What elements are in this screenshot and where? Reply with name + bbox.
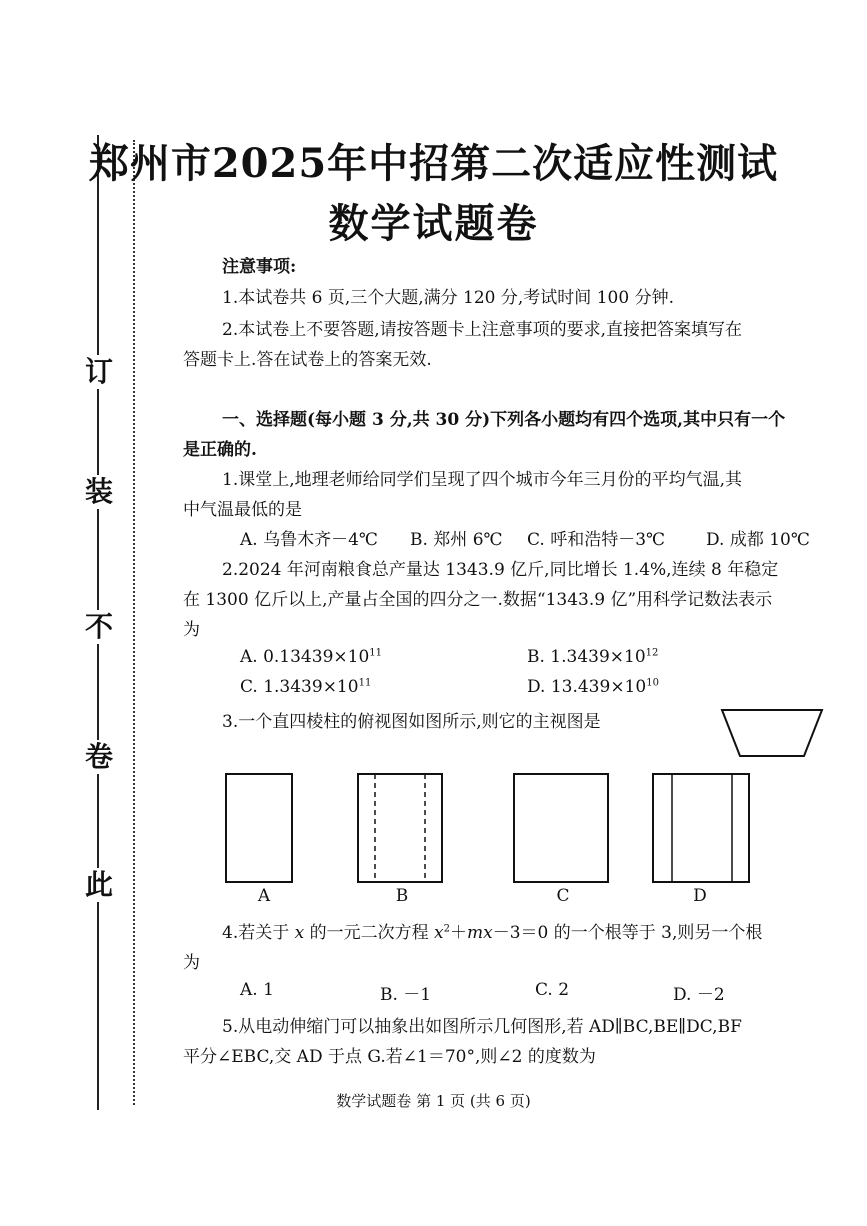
q4-option-d: D. －2 [673, 985, 725, 1005]
binding-char-zhuang: 装 [84, 475, 113, 508]
q3-figure-a [226, 774, 292, 882]
q2-stem: 2.2024 年河南粮食总产量达 1343.9 亿斤,同比增长 1.4%,连续 8 年稳定 [222, 560, 779, 580]
section1-heading-cont: 是正确的. [183, 440, 257, 460]
page-footer: 数学试题卷 第 1 页 (共 6 页) [336, 1092, 531, 1110]
q5-stem-cont: 平分∠EBC,交 AD 于点 G.若∠1＝70°,则∠2 的度数为 [183, 1047, 596, 1067]
q3-options-figures [220, 768, 780, 888]
q3-stem: 3.一个直四棱柱的俯视图如图所示,则它的主视图是 [222, 712, 601, 732]
binding-dotted-line [133, 140, 135, 1105]
q2-option-d: D. $13.439\times 10^{10}$ [527, 677, 659, 697]
q4-option-b: B. －1 [380, 985, 432, 1005]
q1-option-d: D. 成都 10℃ [706, 530, 810, 550]
q2-stem-cont: 在 1300 亿斤以上,产量占全国的四分之一.数据“1343.9 亿”用科学记数法表示 [183, 590, 773, 610]
q4-stem: 4.若关于 x 的一元二次方程 $x^2+mx-3=0$ 的一个根等于 3,则另一个根 [222, 923, 763, 943]
q2-option-c: C. $1.3439\times 10^{11}$ [240, 677, 372, 697]
binding-char-bu: 不 [84, 610, 113, 643]
section1-heading: 一、选择题(每小题 3 分,共 30 分)下列各小题均有四个选项,其中只有一个 [222, 410, 786, 430]
q3-figure-b [358, 774, 442, 882]
q1-option-a: A. 乌鲁木齐－4℃ [240, 530, 378, 550]
q1-option-c: C. 呼和浩特－3℃ [527, 530, 666, 550]
q2-option-b: B. $1.3439\times 10^{12}$ [527, 647, 659, 667]
q3-label-a: A [257, 886, 271, 906]
q3-figure-d [653, 774, 749, 882]
exam-subtitle: 数学试题卷 [328, 200, 539, 247]
q4-option-c: C. 2 [535, 980, 570, 1000]
q3-label-c: C [556, 886, 570, 906]
notice-item-1: 1.本试卷共 6 页,三个大题,满分 120 分,考试时间 100 分钟. [222, 288, 674, 308]
notice-item-2b: 答题卡上.答在试卷上的答案无效. [183, 350, 432, 370]
q3-figure-c [514, 774, 608, 882]
q3-top-view-figure [718, 700, 828, 764]
q2-stem-end: 为 [183, 620, 200, 640]
q1-option-b: B. 郑州 6℃ [410, 530, 503, 550]
q4-stem-cont: 为 [183, 953, 200, 973]
notice-heading: 注意事项: [222, 257, 297, 277]
binding-char-ding: 订 [84, 355, 113, 388]
q3-label-d: D [693, 886, 707, 906]
q1-stem: 1.课堂上,地理老师给同学们呈现了四个城市今年三月份的平均气温,其 [222, 470, 743, 490]
q4-option-a: A. 1 [240, 980, 274, 1000]
notice-item-2a: 2.本试卷上不要答题,请按答题卡上注意事项的要求,直接把答案填写在 [222, 320, 743, 340]
q3-label-b: B [395, 886, 409, 906]
binding-char-ci: 此 [84, 868, 113, 901]
q2-option-a: A. $0.13439\times 10^{11}$ [240, 647, 382, 667]
exam-title: 郑州市2025年中招第二次适应性测试 [88, 140, 779, 187]
q1-stem-cont: 中气温最低的是 [183, 500, 302, 520]
binding-char-juan: 卷 [84, 740, 113, 773]
q5-stem: 5.从电动伸缩门可以抽象出如图所示几何图形,若 AD∥BC,BE∥DC,BF [222, 1017, 742, 1037]
